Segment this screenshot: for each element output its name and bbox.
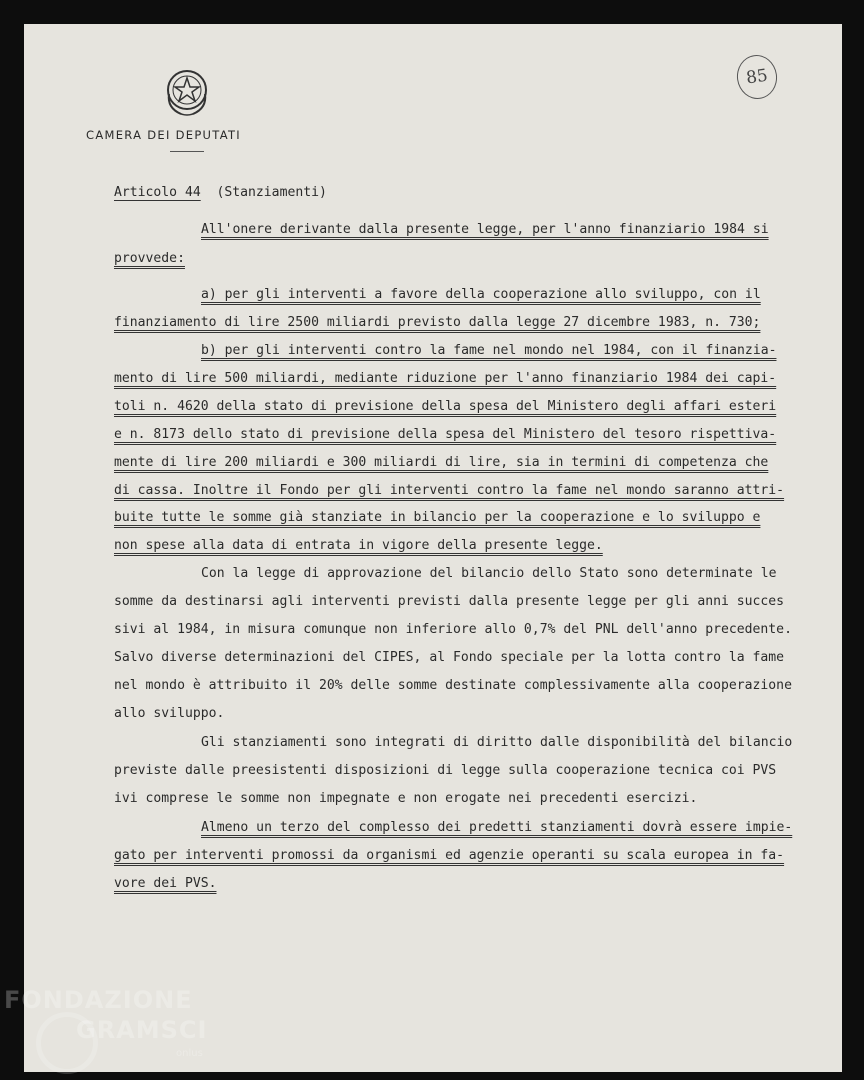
institution-title: CAMERA DEI DEPUTATI (86, 128, 241, 142)
body-line: provvede: (114, 251, 185, 266)
body-line: buite tutte le somme già stanziate in bilancio per la cooperazione e lo sviluppo e (114, 510, 761, 525)
body-line: somme da destinarsi agli interventi previsti dalla presente legge per gli anni succes (114, 594, 785, 609)
body-line: ivi comprese le somme non impegnate e non erogate nei precedenti esercizi. (114, 791, 698, 806)
body-line: a) per gli interventi a favore della cooperazione allo sviluppo, con il (201, 287, 761, 302)
page-number-circle: 85 (734, 52, 780, 101)
body-line: previste dalle preesistenti disposizioni di legge sulla cooperazione tecnica coi PVS (114, 763, 777, 778)
italian-republic-emblem-icon (163, 66, 211, 118)
body-line: gato per interventi promossi da organismi ed agenzie operanti su scala europea in fa- (114, 848, 785, 863)
article-heading (114, 185, 327, 201)
body-line: Almeno un terzo del complesso dei predetti stanziamenti dovrà essere impie- (201, 820, 793, 835)
body-line: nel mondo è attribuito il 20% delle somme destinate complessivamente alla cooperazione (114, 678, 792, 693)
body-line: b) per gli interventi contro la fame nel mondo nel 1984, con il finanzia- (201, 343, 777, 358)
article-number: Articolo 44 (114, 185, 201, 200)
header-divider (170, 151, 204, 152)
body-line: sivi al 1984, in misura comunque non inferiore allo 0,7% del PNL dell'anno precedente. (114, 622, 792, 637)
body-line: All'onere derivante dalla presente legge, per l'anno finanziario 1984 si (201, 222, 769, 237)
body-line: mente di lire 200 miliardi e 300 miliardi di lire, sia in termini di competenza che (114, 455, 769, 470)
watermark-line3: onlus (176, 1048, 203, 1059)
body-line: Salvo diverse determinazioni del CIPES, al Fondo speciale per la lotta contro la fame (114, 650, 785, 665)
body-line: e n. 8173 dello stato di previsione della spesa del Ministero del tesoro rispettiva- (114, 427, 777, 442)
body-line: Gli stanziamenti sono integrati di diritto dalle disponibilità del bilancio (201, 735, 793, 750)
watermark-line1: FONDAZIONE (4, 986, 193, 1014)
article-subject: (Stanziamenti) (216, 185, 327, 200)
body-line: di cassa. Inoltre il Fondo per gli interventi contro la fame nel mondo saranno attri- (114, 483, 785, 498)
body-line: mento di lire 500 miliardi, mediante riduzione per l'anno finanziario 1984 dei capi- (114, 371, 777, 386)
body-line: allo sviluppo. (114, 706, 225, 721)
body-line: vore dei PVS. (114, 876, 217, 891)
watermark (4, 986, 208, 1059)
watermark-line2: GRAMSCI (76, 1016, 208, 1044)
body-line: Con la legge di approvazione del bilancio dello Stato sono determinate le (201, 566, 777, 581)
body-line: finanziamento di lire 2500 miliardi previsto dalla legge 27 dicembre 1983, n. 730; (114, 315, 761, 330)
body-line: non spese alla data di entrata in vigore della presente legge. (114, 538, 603, 553)
body-line: toli n. 4620 della stato di previsione della spesa del Ministero degli affari esteri (114, 399, 777, 414)
